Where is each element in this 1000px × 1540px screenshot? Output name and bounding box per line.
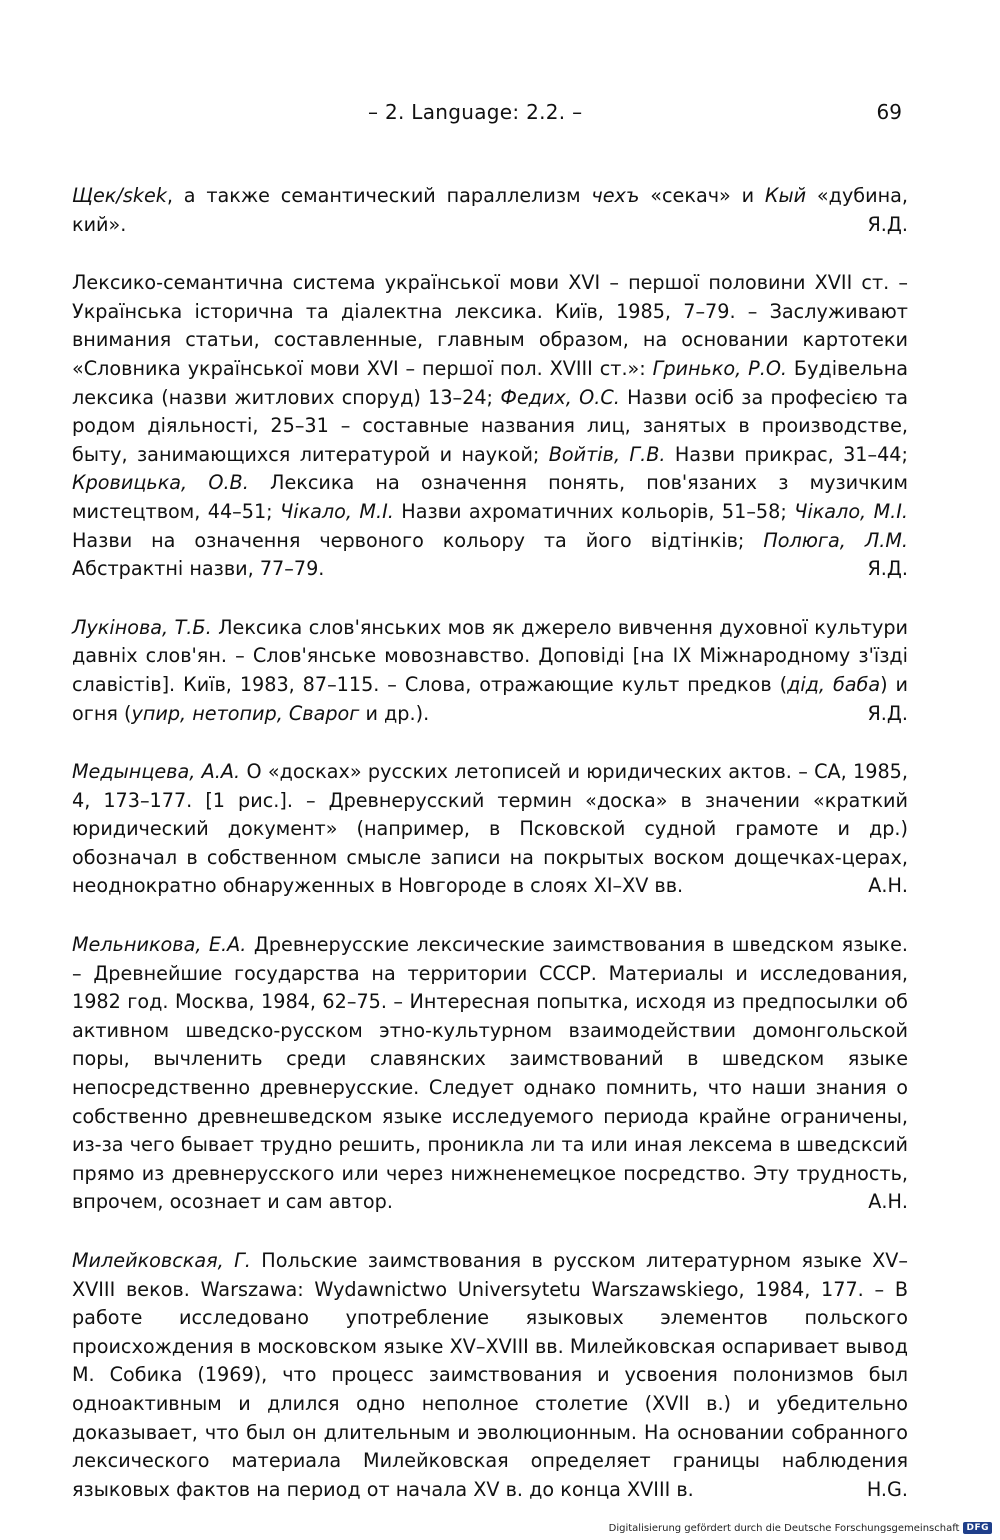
reviewer-initials: А.Н.	[868, 874, 908, 898]
dfg-logo: DFG	[963, 1522, 992, 1534]
bibliography-entry	[72, 182, 908, 239]
author-name: Чікало, М.І.	[280, 499, 394, 523]
entry-text: ) и огня (	[72, 672, 908, 725]
entry-text: , а также семантический параллелизм	[166, 184, 592, 207]
author-name: Чікало, М.І.	[794, 499, 908, 523]
author-name: Мельникова, Е.А.	[72, 933, 247, 957]
entry-text: Лексика слов'янських мов як джерело вивчення духовної культури давніх слов'ян. – Слов'янське мовознавство. Доповіді [на IX Міжнародному з'їзді славістів]. Київ, 1983, 87–115. – Слова, отражающие культ предков (	[72, 615, 908, 696]
cited-term: Щек/skek	[72, 184, 167, 207]
reviewer-initials: Я.Д.	[867, 557, 908, 581]
author-name: Медынцева, А.А.	[72, 760, 241, 784]
author-name: Лукінова, Т.Б.	[72, 615, 212, 639]
entry-text: Будівельна лексика (назви житлових споруд) 13–24;	[72, 356, 909, 409]
page-number: 69	[876, 100, 902, 124]
footer-credit: Digitalisierung gefördert durch die Deutsche Forschungsgemeinschaft	[608, 1522, 960, 1534]
entry-text: Назви прикрас, 31–44;	[665, 442, 908, 466]
entry-text: Назви на означення червоного кольору та його відтінків;	[72, 528, 764, 552]
reviewer-initials: Я.Д.	[867, 212, 908, 236]
entry-text: и др.).	[359, 701, 430, 725]
running-head: – 2. Language: 2.2. –	[368, 100, 583, 124]
bibliography-list	[72, 182, 908, 1534]
bibliography-entry	[72, 269, 908, 584]
author-name: Федих, О.С.	[500, 385, 620, 409]
entry-text: Древнерусские лексические заимствования в шведском языке. – Древнейшие государства на территории СССР. Материалы и исследования, 1982 год. Москва, 1984, 62–75. – Интересная попытка, исходя из предпосылки об активном шведско-русском этно-культурном взаимодействии домонгольской поры, вычленить среди славянских заимствований в шведском языке непосредственно древнерусские. Следует однако помнить, что наши знания о собственно древнешведском языке исследуемого периода крайне ограничены, из-за чего бывает трудно решить, проникла ли та или иная лексема в шведсксий прямо из древнерусского или через нижненемецкое посредство. Эту трудность, впрочем, осознает и сам автор.	[72, 933, 908, 1214]
bibliography-entry	[72, 931, 908, 1217]
author-name: Кровицька, О.В.	[72, 471, 249, 495]
entry-text: Лексика на означення понять, пов'язаних з музичким мистецтвом, 44–51;	[72, 471, 909, 523]
entry-text: «секач» и	[639, 184, 765, 207]
bibliography-entry	[72, 1247, 908, 1504]
entry-text: Назви ахроматичних кольорів, 51–58;	[393, 499, 795, 523]
entry-text: Назви осіб за професією та родом діяльності, 25–31 – составные названия лиц, занятых в производстве, быту, занимающихся литературой и наукой;	[72, 385, 908, 466]
entry-text: О «досках» русских летописей и юридических актов. – СА, 1985, 4, 173–177. [1 рис.]. – Древнерусский термин «доска» в значении «краткий юридический документ» (например, в Псковской судной грамоте и др.) обозначал в собственном смысле записи на покрытых воском дощечках-церах, неоднократно обнаруженных в Новгороде в слоях XI–XV вв.	[72, 760, 908, 898]
digitization-footer	[609, 1522, 992, 1534]
reviewer-initials: А.Н.	[868, 1190, 908, 1214]
entry-text: «дубина, кий».	[72, 184, 908, 236]
page-header	[0, 100, 1000, 136]
cited-term: дід, баба	[787, 672, 881, 696]
author-name: Гринько, Р.О.	[652, 356, 788, 380]
reviewer-initials: Я.Д.	[867, 701, 908, 725]
author-name: Войтів, Г.В.	[548, 442, 666, 466]
cited-term: Кый	[764, 184, 807, 207]
author-name: Полюга, Л.М.	[763, 528, 908, 552]
cited-term: упир, нетопир, Сварог	[131, 701, 360, 725]
entry-text: Лексико-семантична система української мови XVI – першої половини XVII ст. – Українська історична та діалектна лексика. Київ, 1985, 7–79. – Заслуживают внимания статьи, составленные, главным образом, на основании картотеки «Словника української мови XVI – першої пол. XVIII ст.»:	[72, 271, 908, 380]
entry-text: Абстрактні назви, 77–79.	[72, 557, 325, 581]
author-name: Милейковская, Г.	[72, 1249, 251, 1272]
bibliography-entry	[72, 758, 908, 901]
bibliography-entry	[72, 614, 908, 728]
cited-term: чехъ	[591, 184, 640, 207]
reviewer-initials: H.G.	[866, 1477, 908, 1501]
entry-text: Польские заимствования в русском литературном языке XV–XVIII веков. Warszawa: Wydawnictwo Universytetu Warszawskiego, 1984, 177. – В работе исследовано употребление языковых элементов польского происхождения в московском языке XV–XVIII вв. Милейковская оспаривает вывод М. Собика (1969), что процесс заимствования и усвоения полонизмов был одноактивным и длился одно неполное столетие (XVII в.) и убедительно доказывает, что был он длительным и эволюционным. На основании собранного лексического материала Милейковская определяет границы наблюдения языковых фактов на период от начала XV в. до конца XVIII в.	[72, 1249, 908, 1501]
